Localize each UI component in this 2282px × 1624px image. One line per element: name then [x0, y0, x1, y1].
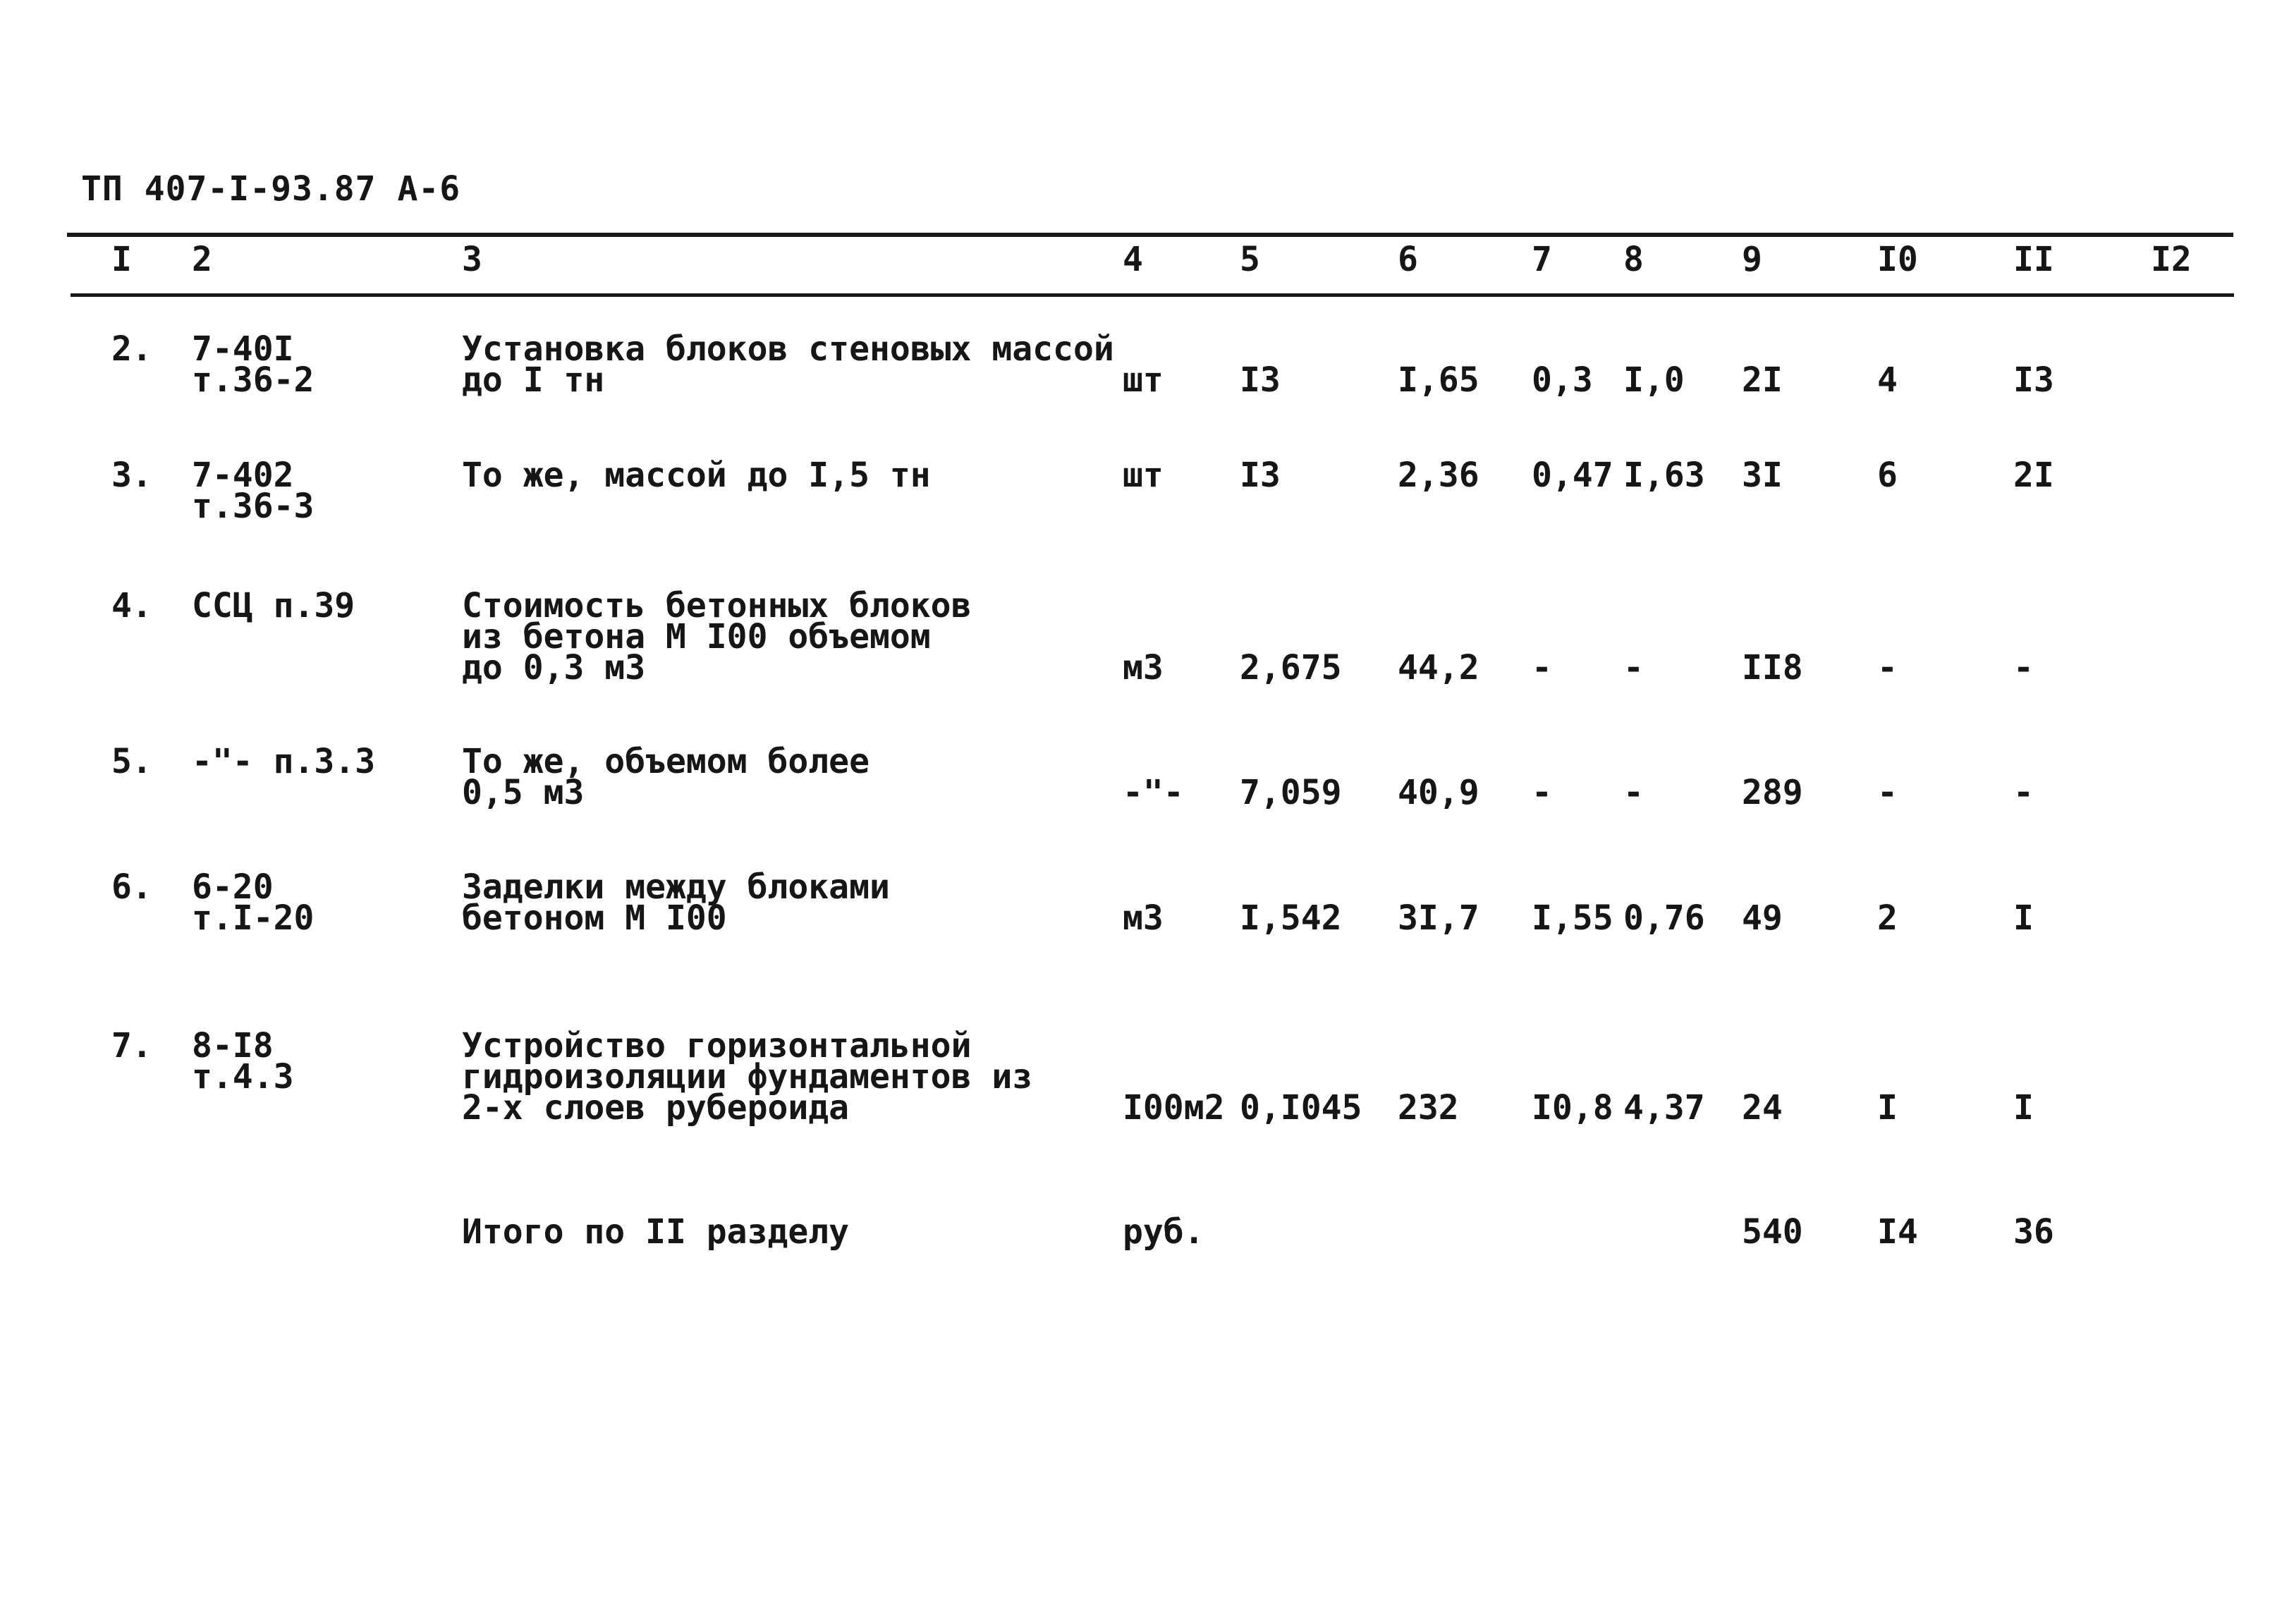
cell-c7: I0,8 [1532, 1088, 1613, 1128]
cell-unit: шт [1123, 360, 1164, 400]
cell-qty: 7,059 [1240, 773, 1342, 812]
row-number: 7. [111, 1026, 152, 1066]
cell-c11: 2I [2013, 456, 2054, 495]
cell-qty: I3 [1240, 360, 1281, 400]
rate-code-line: т.36-2 [192, 360, 315, 400]
cell-c6: I,65 [1398, 360, 1479, 400]
rate-code-line: т.4.3 [192, 1057, 294, 1097]
column-number: 6 [1398, 240, 1418, 279]
rate-code [192, 329, 315, 400]
total-c11: 36 [2013, 1212, 2054, 1252]
work-description-line: 0,5 м3 [462, 773, 585, 812]
cell-c7: 0,47 [1532, 456, 1613, 495]
column-number: I0 [1877, 240, 1918, 279]
cell-unit: I00м2 [1123, 1088, 1225, 1128]
table-top-rule [67, 233, 2233, 237]
rate-code [192, 867, 315, 938]
work-description-line: Стоимость бетонных блоков [462, 586, 972, 625]
row-number: 4. [111, 586, 152, 625]
work-description-line: Устройство горизонтальной [462, 1026, 972, 1066]
cell-c11: I3 [2013, 360, 2054, 400]
cell-c11: - [2013, 773, 2034, 812]
work-description [462, 1026, 1033, 1128]
work-description [462, 742, 870, 812]
cell-c9: 49 [1742, 898, 1783, 938]
cell-c8: I,0 [1623, 360, 1685, 400]
cell-unit: м3 [1123, 898, 1164, 938]
column-number: 4 [1123, 240, 1143, 279]
rate-code [192, 456, 315, 526]
row-number: 2. [111, 329, 152, 369]
cell-c9: 289 [1742, 773, 1803, 812]
row-number: 3. [111, 456, 152, 495]
cell-qty: 0,I045 [1240, 1088, 1362, 1128]
cell-c6: 232 [1398, 1088, 1459, 1128]
cell-c8: 0,76 [1623, 898, 1705, 938]
cell-c9: II8 [1742, 648, 1803, 688]
cell-unit: м3 [1123, 648, 1164, 688]
rate-code-line: 8-I8 [192, 1026, 274, 1066]
cell-unit: шт [1123, 456, 1164, 495]
cell-qty: I3 [1240, 456, 1281, 495]
column-number: 8 [1623, 240, 1644, 279]
work-description-line: гидроизоляции фундаментов из [462, 1057, 1033, 1097]
cell-c10: I [1877, 1088, 1898, 1128]
cell-c6: 2,36 [1398, 456, 1479, 495]
work-description [462, 586, 972, 688]
cell-c9: 24 [1742, 1088, 1783, 1128]
work-description-line: до 0,3 м3 [462, 648, 646, 688]
cell-c10: 6 [1877, 456, 1898, 495]
work-description-line: из бетона М I00 объемом [462, 617, 931, 657]
cell-c11: - [2013, 648, 2034, 688]
column-number: 5 [1240, 240, 1260, 279]
work-description-line: до I тн [462, 360, 605, 400]
cell-c7: - [1532, 648, 1552, 688]
row-number: 5. [111, 742, 152, 781]
work-description-line: То же, массой до I,5 тн [462, 456, 931, 495]
rate-code-line: -"- п.3.3 [192, 742, 376, 781]
rate-code [192, 586, 355, 625]
cell-c7: - [1532, 773, 1552, 812]
work-description [462, 329, 1114, 400]
total-unit: руб. [1123, 1212, 1204, 1252]
table-header-rule [71, 293, 2234, 297]
work-description-line: 2-х слоев рубероида [462, 1088, 850, 1128]
cell-c11: I [2013, 898, 2034, 938]
column-number: 3 [462, 240, 482, 279]
rate-code-line: 7-40I [192, 329, 294, 369]
cell-c6: 40,9 [1398, 773, 1479, 812]
cell-unit: -"- [1123, 773, 1184, 812]
cell-qty: 2,675 [1240, 648, 1342, 688]
cell-c10: - [1877, 648, 1898, 688]
rate-code-line: 7-402 [192, 456, 294, 495]
total-c10: I4 [1877, 1212, 1918, 1252]
cell-c6: 44,2 [1398, 648, 1479, 688]
cell-c9: 2I [1742, 360, 1783, 400]
total-c9: 540 [1742, 1212, 1803, 1252]
work-description [462, 456, 931, 495]
column-number: 2 [192, 240, 212, 279]
column-number: II [2013, 240, 2054, 279]
column-number: 9 [1742, 240, 1762, 279]
cell-c7: I,55 [1532, 898, 1613, 938]
cell-qty: I,542 [1240, 898, 1342, 938]
cell-c6: 3I,7 [1398, 898, 1479, 938]
column-number: I [111, 240, 132, 279]
rate-code-line: 6-20 [192, 867, 274, 907]
rate-code-line: т.36-3 [192, 487, 315, 526]
document-code: ТП 407-I-93.87 А-6 [81, 169, 461, 209]
cell-c8: 4,37 [1623, 1088, 1705, 1128]
work-description-line: Установка блоков стеновых массой [462, 329, 1114, 369]
work-description-line: То же, объемом более [462, 742, 870, 781]
rate-code [192, 742, 376, 781]
cell-c8: - [1623, 773, 1644, 812]
cell-c10: 4 [1877, 360, 1898, 400]
cell-c8: I,63 [1623, 456, 1705, 495]
cell-c9: 3I [1742, 456, 1783, 495]
row-number: 6. [111, 867, 152, 907]
rate-code [192, 1026, 294, 1097]
cell-c8: - [1623, 648, 1644, 688]
column-number: 7 [1532, 240, 1552, 279]
cell-c11: I [2013, 1088, 2034, 1128]
cell-c10: - [1877, 773, 1898, 812]
rate-code-line: ССЦ п.39 [192, 586, 355, 625]
work-description-line: Заделки между блоками [462, 867, 890, 907]
rate-code-line: т.I-20 [192, 898, 315, 938]
column-number: I2 [2151, 240, 2192, 279]
work-description [462, 867, 890, 938]
cell-c10: 2 [1877, 898, 1898, 938]
work-description-line: бетоном М I00 [462, 898, 727, 938]
cell-c7: 0,3 [1532, 360, 1593, 400]
total-label: Итого по II разделу [462, 1212, 850, 1252]
